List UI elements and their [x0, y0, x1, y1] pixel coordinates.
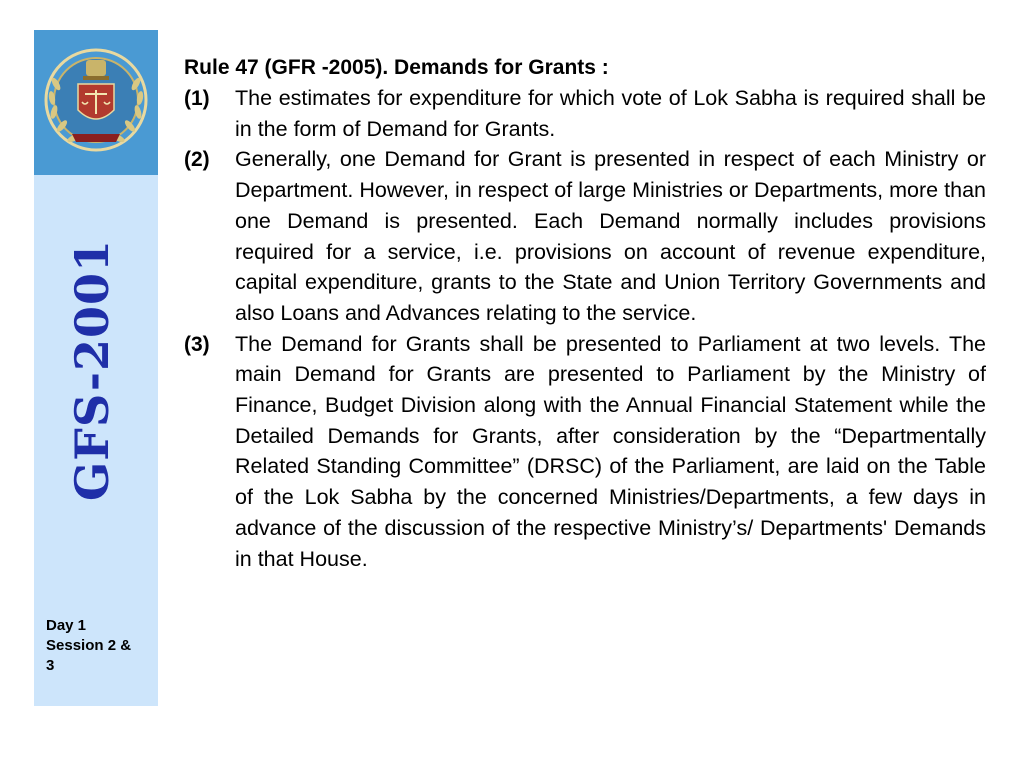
emblem-seal-icon — [38, 34, 154, 171]
rule-number: (3) — [184, 332, 210, 356]
sidebar — [34, 30, 158, 706]
logo-box — [34, 30, 158, 175]
rule-text: Generally, one Demand for Grant is presented in respect of each Ministry or Department. However, in respect of large Ministries or Departments, more than one Demand is presented. Each Demand normally includes provisions required for a service, i.e. provisions on account of revenue expenditure, capital expenditure, grants to the State and Union Territory Governments and also Loans and Advances relating to the service. — [235, 147, 986, 325]
rule-item — [184, 144, 986, 328]
rule-text: The estimates for expenditure for which vote of Lok Sabha is required shall be in the form of Demand for Grants. — [235, 86, 986, 141]
main-content — [184, 52, 986, 574]
rule-text: The Demand for Grants shall be presented to Parliament at two levels. The main Demand for Grants are presented to Parliament by the Ministry of Finance, Budget Division along with the Annual Financial Statement while the Detailed Demands for Grants, after consideration by the “Departmentally Related Standing Committee” (DRSC) of the Parliament, are laid on the Table of the Lok Sabha by the concerned Ministries/Departments, a few days in advance of the discussion of the respective Ministry’s/ Departments' Demands in that House. — [235, 331, 986, 571]
session-line: Day 1 — [46, 617, 87, 634]
rule-number: (1) — [184, 87, 210, 110]
vertical-title-text: GFS-2001 — [65, 239, 119, 501]
rule-item — [184, 329, 986, 575]
session-label — [46, 616, 154, 676]
session-line: 3 — [46, 657, 55, 674]
vertical-title — [42, 239, 142, 501]
session-line: Session 2 & — [46, 637, 132, 654]
rule-item — [184, 83, 986, 144]
rule-number: (2) — [184, 148, 210, 172]
page-title: Rule 47 (GFR -2005). Demands for Grants : — [184, 56, 609, 79]
